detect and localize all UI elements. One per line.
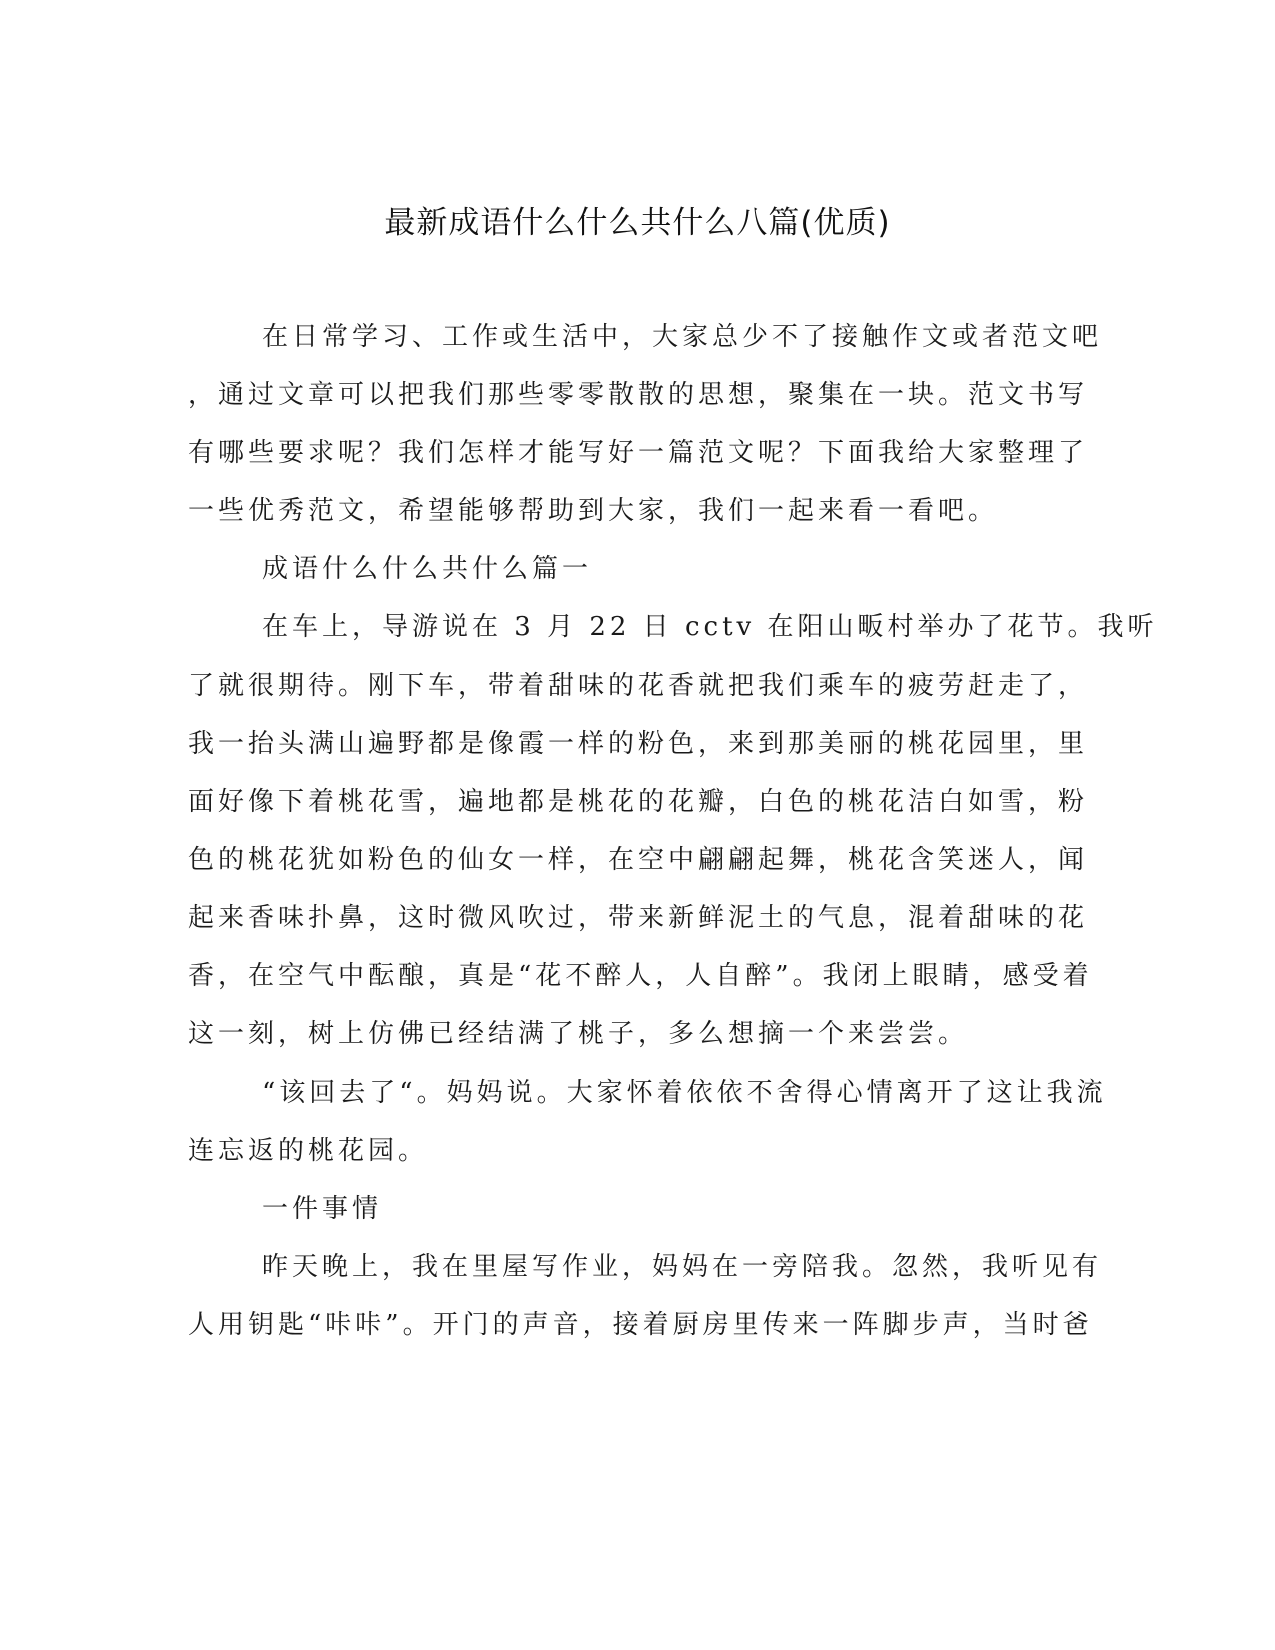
document-title: 最新成语什么什么共什么八篇(优质) [384, 205, 891, 241]
section-heading: 成语什么什么共什么篇一 [262, 554, 593, 584]
body-line: 了就很期待。刚下车，带着甜味的花香就把我们乘车的疲劳赶走了， [188, 671, 1089, 701]
body-line: 香，在空气中酝酿，真是“花不醉人，人自醉”。我闭上眼睛，感受着 [188, 961, 1093, 991]
body-line: 昨天晚上，我在里屋写作业，妈妈在一旁陪我。忽然，我听见有 [262, 1252, 1103, 1282]
body-line: 在车上，导游说在 3 月 22 日 cctv 在阳山畈村举办了花节。我听 [262, 612, 1158, 642]
body-line: 起来香味扑鼻，这时微风吹过，带来新鲜泥土的气息，混着甜味的花 [188, 903, 1089, 933]
section-heading: 一件事情 [262, 1194, 383, 1224]
body-line: ，通过文章可以把我们那些零零散散的思想，聚集在一块。范文书写 [188, 380, 1089, 410]
body-line: 这一刻，树上仿佛已经结满了桃子，多么想摘一个来尝尝。 [188, 1019, 969, 1049]
body-line: 在日常学习、工作或生活中，大家总少不了接触作文或者范文吧 [262, 322, 1103, 352]
body-line: 人用钥匙“咔咔”。开门的声音，接着厨房里传来一阵脚步声，当时爸 [188, 1310, 1093, 1340]
body-line: 我一抬头满山遍野都是像霞一样的粉色，来到那美丽的桃花园里，里 [188, 729, 1089, 759]
body-line: “该回去了“。妈妈说。大家怀着依依不舍得心情离开了这让我流 [262, 1078, 1107, 1108]
body-line: 连忘返的桃花园。 [188, 1136, 429, 1166]
body-line: 色的桃花犹如粉色的仙女一样，在空中翩翩起舞，桃花含笑迷人，闻 [188, 845, 1089, 875]
body-line: 一些优秀范文，希望能够帮助到大家，我们一起来看一看吧。 [188, 496, 999, 526]
body-line: 有哪些要求呢？我们怎样才能写好一篇范文呢？下面我给大家整理了 [188, 438, 1089, 468]
body-line: 面好像下着桃花雪，遍地都是桃花的花瓣，白色的桃花洁白如雪，粉 [188, 787, 1089, 817]
